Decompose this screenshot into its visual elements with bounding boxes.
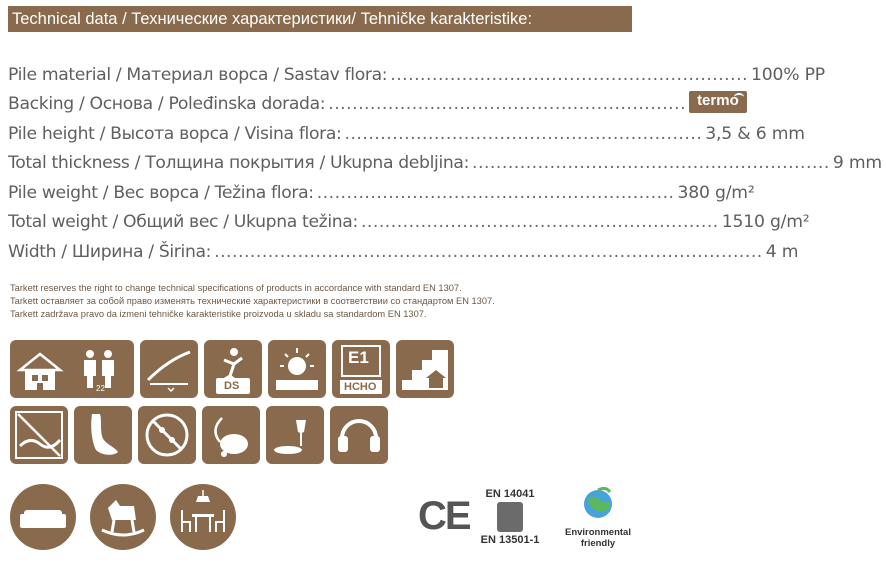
usage-class-icon [10, 340, 134, 398]
disclaimer-en: Tarkett reserves the right to change technical specifications of products in accordance with standard EN 1307. [10, 283, 462, 293]
castor-chair-icon [140, 340, 198, 398]
emission-hcho-label: HCHO [344, 381, 377, 393]
spec-label: Pile weight / Вес ворса / Težina flora: [8, 182, 314, 203]
spec-row-backing [8, 90, 739, 120]
vacuum-cleaner-icon [202, 406, 260, 464]
spec-label: Width / Ширина / Širina: [8, 241, 212, 262]
domestic-use-icon [10, 340, 134, 398]
spec-value: 9 mm [832, 153, 882, 174]
leader-dots: ............................................................ [472, 153, 830, 174]
disclaimer-hr: Tarkett zadržava pravo da izmeni tehničke karakteristike proizvoda u skladu sa standardom EN 1307. [10, 309, 427, 319]
en-standards-block [478, 488, 542, 546]
spec-value: 4 m [765, 241, 799, 262]
technical-data-header [8, 6, 632, 32]
header-title: Technical data / Технические характеристики/ Tehničke karakteristike: [12, 10, 533, 28]
termo-badge: termo [689, 91, 747, 113]
leader-dots: ............................................................ [316, 182, 675, 203]
en-13501-label: EN 13501-1 [480, 534, 540, 546]
en-14041-label: EN 14041 [485, 488, 535, 500]
lightfastness-icon [268, 340, 326, 398]
no-pets-icon [138, 406, 196, 464]
stain-resistant-icon [266, 406, 324, 464]
spec-value: 1510 g/m² [721, 212, 810, 233]
disclaimer [10, 282, 634, 321]
property-icons-row-1 [10, 340, 454, 398]
spec-row-pile-material [8, 60, 825, 90]
spec-row-total-weight [8, 208, 810, 238]
property-icons-row-2 [10, 406, 388, 464]
stairs-icon [396, 340, 454, 398]
emission-class-label: E1 [348, 348, 369, 367]
ce-mark: CE [418, 494, 470, 538]
acoustic-insulation-icon [330, 406, 388, 464]
spec-label: Total weight / Общий вес / Ukupna težina: [8, 212, 358, 233]
fire-rating-icon [497, 502, 523, 532]
antistatic-label: DS [224, 380, 240, 392]
childrens-room-rocking-horse-icon [90, 484, 156, 550]
spec-label: Pile height / Высота ворса / Visina flora: [8, 123, 342, 144]
eco-line-1: Environmental [565, 527, 631, 538]
underfloor-heating-icon [10, 406, 68, 464]
leader-dots: ............................................................................................ [214, 241, 763, 262]
leader-dots: ............................................................ [344, 123, 703, 144]
spec-value: 100% PP [751, 64, 825, 85]
living-room-sofa-icon [10, 484, 76, 550]
spec-row-pile-weight [8, 178, 755, 208]
spec-row-width [8, 237, 799, 267]
spec-label: Total thickness / Толщина покрытия / Ukupna debljina: [8, 153, 470, 174]
dining-room-icon [170, 484, 236, 550]
eco-line-2: friendly [580, 538, 616, 549]
globe-icon [578, 486, 618, 522]
usage-class-number: 22 [96, 384, 105, 393]
spec-value: 380 g/m² [677, 182, 755, 203]
leader-dots: ............................................................ [328, 94, 687, 115]
leader-dots: ............................................................ [390, 64, 749, 85]
spec-row-pile-height [8, 119, 805, 149]
room-icons-row [10, 484, 236, 550]
spec-label: Pile material / Материал ворса / Sastav flora: [8, 64, 388, 85]
spec-list [8, 60, 882, 267]
disclaimer-ru: Tarkett оставляет за собой право изменять технические характеристики в соответствии со стандартом EN 1307. [10, 296, 495, 306]
spec-label: Backing / Основа / Poleđinska dorada: [8, 94, 326, 115]
spec-row-total-thickness [8, 149, 882, 179]
emission-class-icon [332, 340, 390, 398]
environmental-friendly-badge [558, 486, 638, 549]
barefoot-comfort-icon [74, 406, 132, 464]
spec-value: 3,5 & 6 mm [705, 123, 805, 144]
antistatic-icon [204, 340, 262, 398]
leader-dots: ............................................................ [360, 212, 719, 233]
